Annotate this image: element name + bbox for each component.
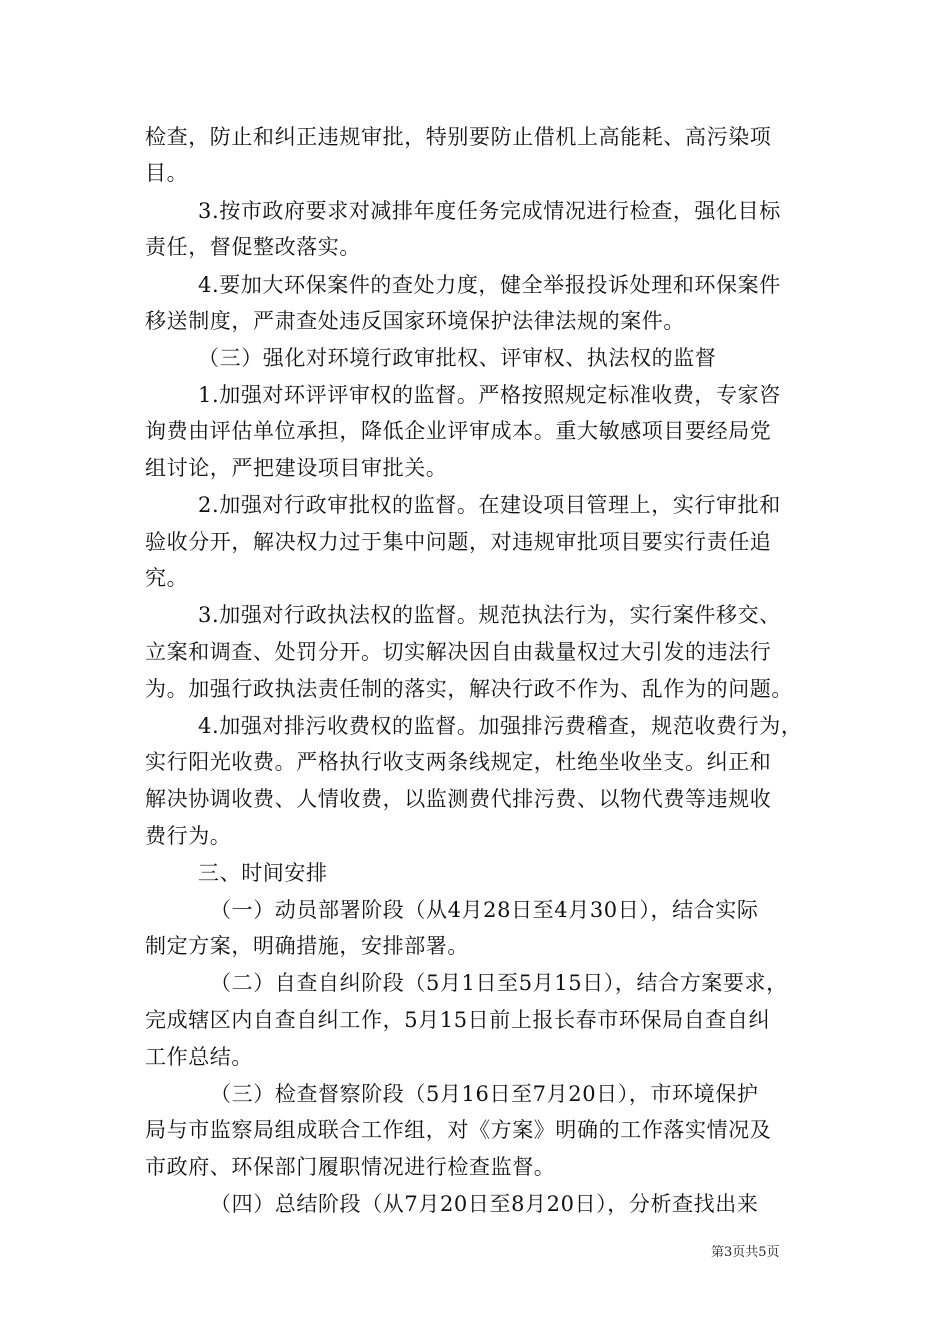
section-heading: （三）强化对环境行政审批权、评审权、执法权的监督 bbox=[198, 346, 717, 370]
text-line: 4.加强对排污收费权的监督。加强排污费稽查，规范收费行为， bbox=[198, 714, 803, 738]
text-line: 局与市监察局组成联合工作组，对《方案》明确的工作落实情况及 bbox=[145, 1118, 772, 1142]
text-line: 2.加强对行政审批权的监督。在建设项目管理上，实行审批和 bbox=[198, 493, 781, 517]
text-line: （四）总结阶段（从7月20日至8月20日），分析查找出来 bbox=[210, 1192, 759, 1216]
text-line: 究。 bbox=[145, 566, 189, 590]
text-line: 询费由评估单位承担，降低企业评审成本。重大敏感项目要经局党 bbox=[145, 419, 772, 443]
text-line: 立案和调查、处罚分开。切实解决因自由裁量权过大引发的违法行 bbox=[145, 640, 772, 664]
text-line: 责任，督促整改落实。 bbox=[145, 235, 361, 259]
text-line: 市政府、环保部门履职情况进行检查监督。 bbox=[145, 1155, 556, 1179]
text-line: 1.加强对环评评审权的监督。严格按照规定标准收费，专家咨 bbox=[198, 383, 781, 407]
text-line: 工作总结。 bbox=[145, 1045, 253, 1069]
text-line: 3.按市政府要求对减排年度任务完成情况进行检查，强化目标 bbox=[198, 199, 781, 223]
text-line: 3.加强对行政执法权的监督。规范执法行为，实行案件移交、 bbox=[198, 603, 781, 627]
text-line: 制定方案，明确措施，安排部署。 bbox=[145, 934, 469, 958]
text-line: （一）动员部署阶段（从4月28日至4月30日），结合实际 bbox=[210, 898, 759, 922]
text-line: 实行阳光收费。严格执行收支两条线规定，杜绝坐收坐支。纠正和 bbox=[145, 750, 772, 774]
text-line: 验收分开，解决权力过于集中问题，对违规审批项目要实行责任追 bbox=[145, 530, 772, 554]
text-line: 解决协调收费、人情收费，以监测费代排污费、以物代费等违规收 bbox=[145, 787, 772, 811]
text-line: 完成辖区内自查自纠工作，5月15日前上报长春市环保局自查自纠 bbox=[145, 1008, 771, 1032]
text-line: 为。加强行政执法责任制的落实，解决行政不作为、乱作为的问题。 bbox=[145, 677, 793, 701]
text-line: 组讨论，严把建设项目审批关。 bbox=[145, 456, 448, 480]
text-line: 检查，防止和纠正违规审批，特别要防止借机上高能耗、高污染项 bbox=[145, 125, 772, 149]
page-number-footer: 第3页共5页 bbox=[711, 1245, 780, 1260]
text-line: （二）自查自纠阶段（5月1日至5月15日），结合方案要求， bbox=[210, 971, 788, 995]
text-line: （三）检查督察阶段（5月16日至7月20日），市环境保护 bbox=[210, 1082, 759, 1106]
text-line: 移送制度，严肃查处违反国家环境保护法律法规的案件。 bbox=[145, 309, 685, 333]
text-line: 目。 bbox=[145, 161, 189, 185]
text-line: 费行为。 bbox=[145, 824, 232, 848]
text-line: 4.要加大环保案件的查处力度，健全举报投诉处理和环保案件 bbox=[198, 273, 781, 297]
section-heading: 三、时间安排 bbox=[198, 861, 328, 885]
